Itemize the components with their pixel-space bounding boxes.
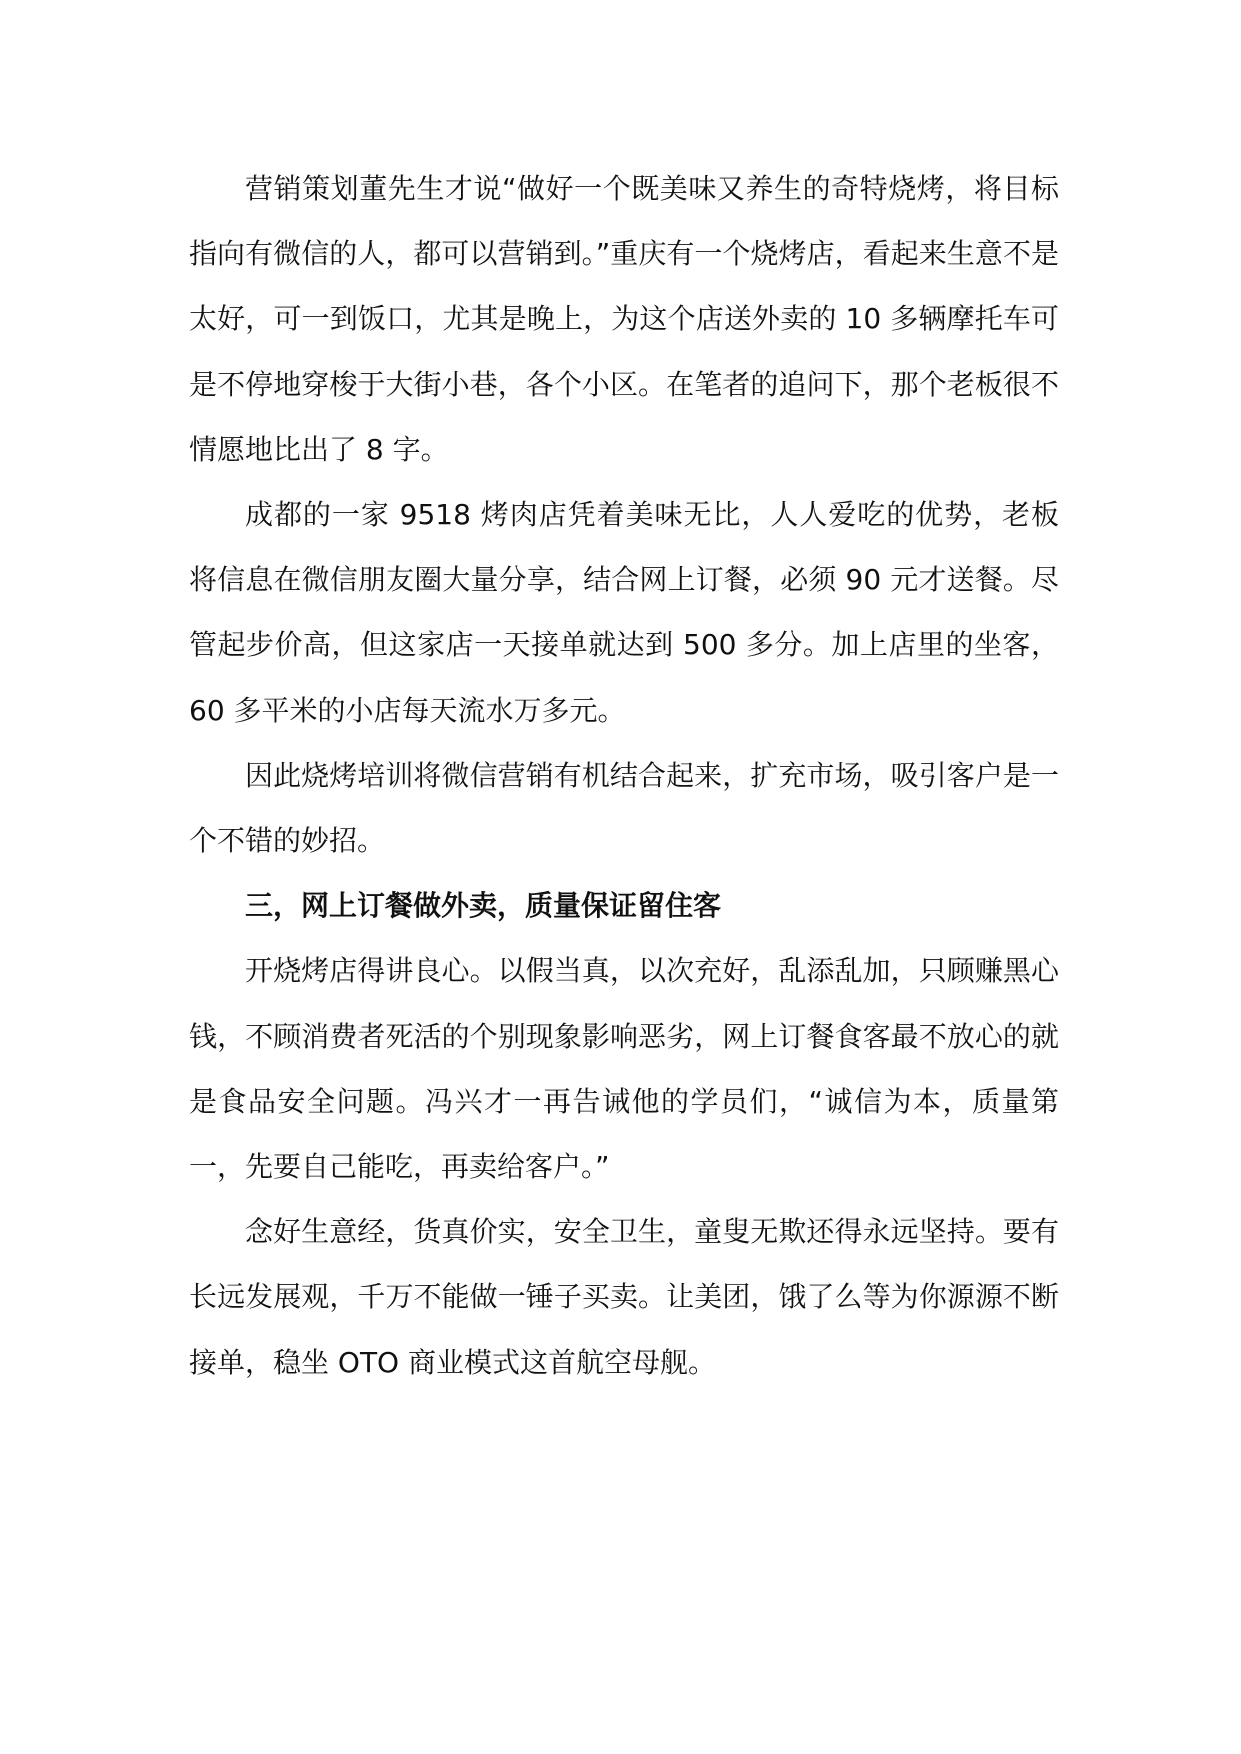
- document-body: [189, 156, 1059, 1395]
- paragraph-2: 成都的一家 9518 烤肉店凭着美味无比，人人爱吃的优势，老板将信息在微信朋友圈大量分享，结合网上订餐，必须 90 元才送餐。尽管起步价高，但这家店一天接单就达到 500 多分。加上店里的坐客，60 多平米的小店每天流水万多元。: [189, 498, 1059, 727]
- paragraph-4: 开烧烤店得讲良心。以假当真，以次充好，乱添乱加，只顾赚黑心钱，不顾消费者死活的个别现象影响恶劣，网上订餐食客最不放心的就是食品安全问题。冯兴才一再告诫他的学员们，“诚信为本，质量第一，先要自己能吃，再卖给客户。”: [189, 954, 1059, 1184]
- section-heading: 三，网上订餐做外卖，质量保证留住客: [245, 889, 722, 923]
- paragraph-3: 因此烧烤培训将微信营销有机结合起来，扩充市场，吸引客户是一个不错的妙招。: [189, 758, 1059, 858]
- paragraph-1: 营销策划董先生才说“做好一个既美味又养生的奇特烧烤，将目标指向有微信的人，都可以营销到。”重庆有一个烧烤店，看起来生意不是太好，可一到饭口，尤其是晚上，为这个店送外卖的 10 多辆摩托车可是不停地穿梭于大街小巷，各个小区。在笔者的追问下，那个老板很不情愿地比出了 8 字。: [189, 172, 1059, 466]
- paragraph-5: 念好生意经，货真价实，安全卫生，童叟无欺还得永远坚持。要有长远发展观，千万不能做一锤子买卖。让美团，饿了么等为你源源不断接单，稳坐 OTO 商业模式这首航空母舰。: [189, 1215, 1059, 1379]
